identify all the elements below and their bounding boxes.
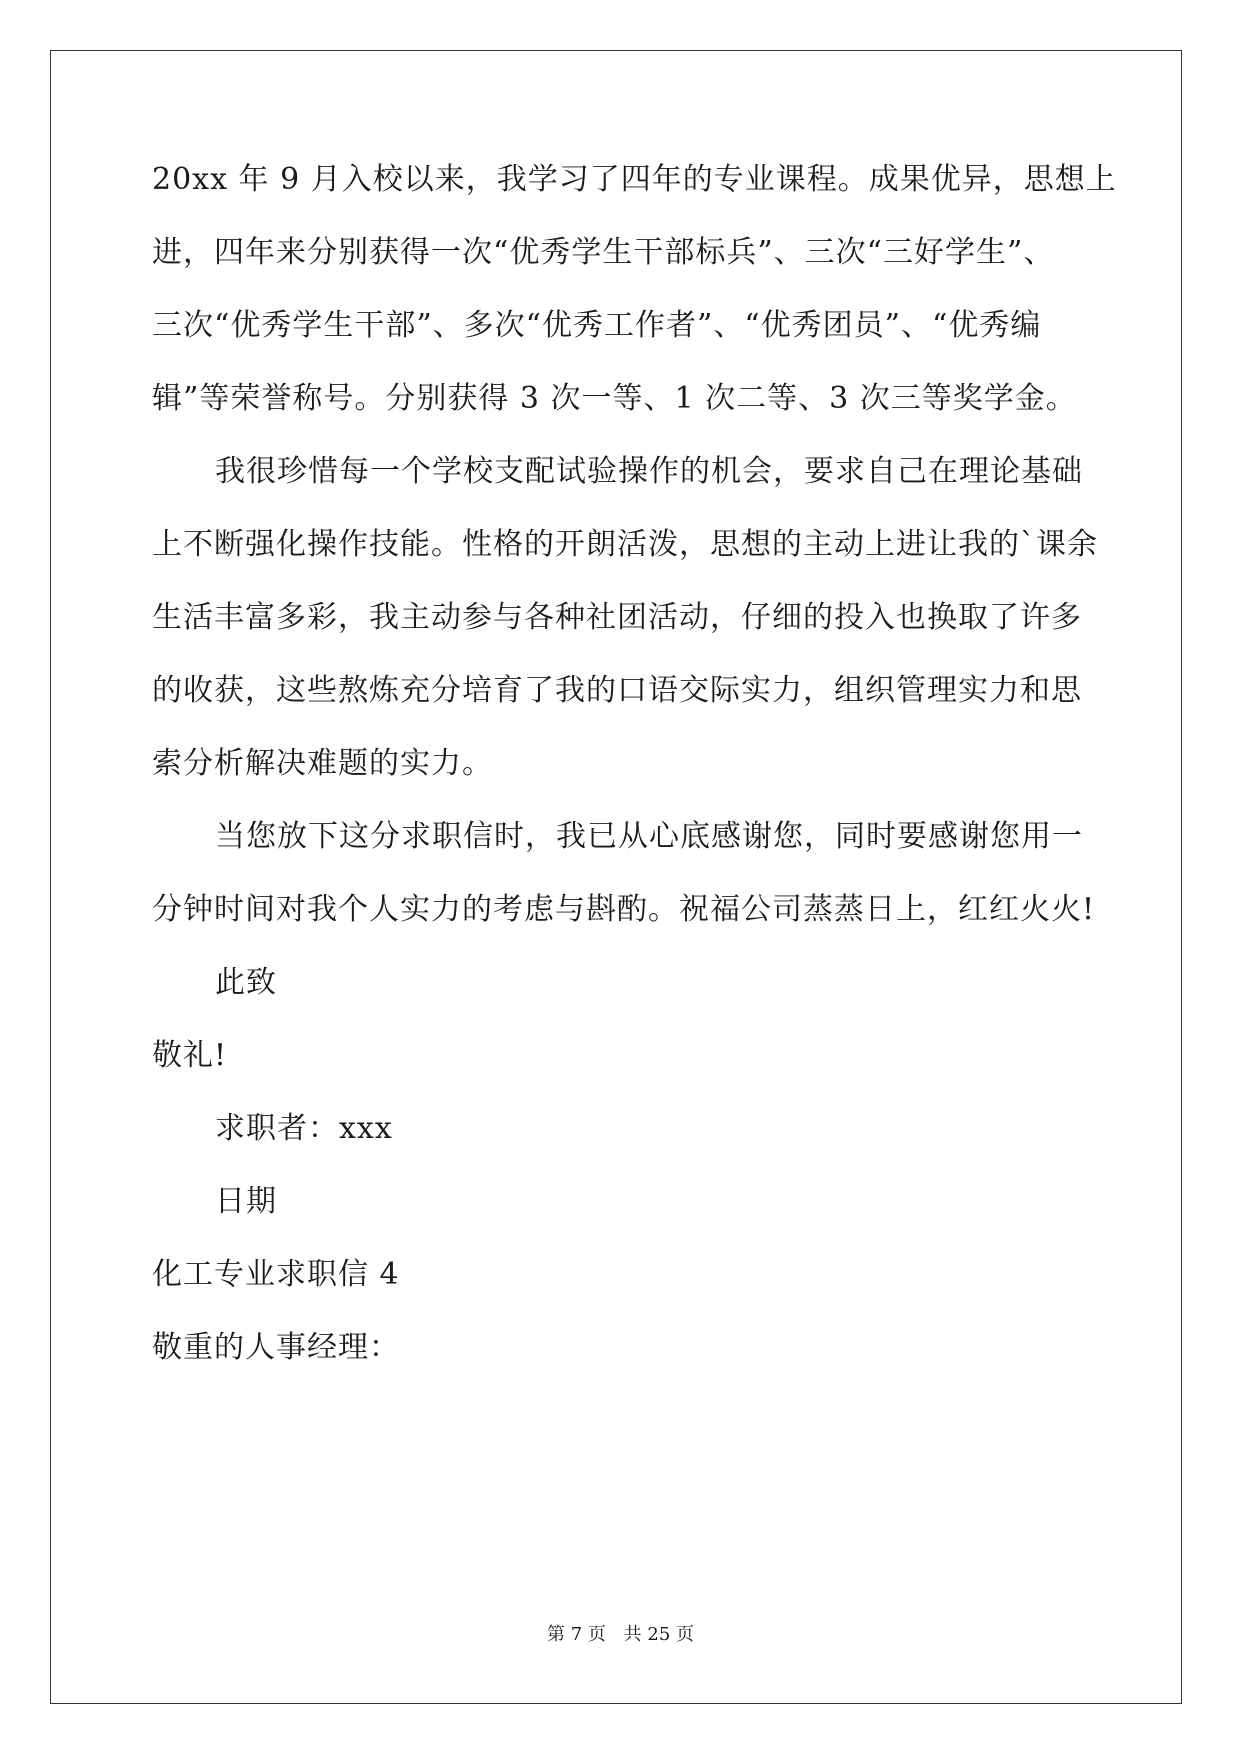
paragraph-1-line-2: 进，四年来分别获得一次“优秀学生干部标兵”、三次“三好学生”、	[152, 235, 1055, 270]
paragraph-2-line-4: 的收获，这些熬炼充分培育了我的口语交际实力，组织管理实力和思	[152, 673, 1082, 708]
paragraph-2-line-1: 我很珍惜每一个学校支配试验操作的机会，要求自己在理论基础	[215, 454, 1083, 489]
paragraph-3-line-1: 当您放下这分求职信时，我已从心底感谢您，同时要感谢您用一	[215, 819, 1083, 854]
date-line: 日期	[215, 1184, 277, 1219]
page-footer	[0, 1620, 1241, 1646]
salutation-text: 敬礼!	[152, 1038, 228, 1073]
paragraph-2-line-2: 上不断强化操作技能。性格的开朗活泼，思想的主动上进让我的`课余	[152, 527, 1098, 562]
page-total: 共 25 页	[623, 1624, 694, 1645]
paragraph-1-line-3: 三次“优秀学生干部”、多次“优秀工作者”、“优秀团员”、“优秀编	[152, 308, 1042, 343]
page-border	[50, 50, 1182, 1704]
signer-line: 求职者：xxx	[215, 1111, 393, 1146]
paragraph-1-line-1: 20xx 年 9 月入校以来，我学习了四年的专业课程。成果优异，思想上	[152, 162, 1117, 197]
closing-text: 此致	[215, 965, 277, 1000]
paragraph-1-line-4: 辑”等荣誉称号。分别获得 3 次一等、1 次二等、3 次三等奖学金。	[152, 381, 1077, 416]
page-number: 第 7 页	[547, 1624, 606, 1645]
paragraph-2-line-5: 索分析解决难题的实力。	[152, 746, 493, 781]
paragraph-3-line-2: 分钟时间对我个人实力的考虑与斟酌。祝福公司蒸蒸日上，红红火火!	[152, 892, 1096, 927]
next-letter-greeting: 敬重的人事经理：	[152, 1330, 400, 1365]
next-letter-title: 化工专业求职信 4	[152, 1257, 400, 1292]
paragraph-2-line-3: 生活丰富多彩，我主动参与各种社团活动，仔细的投入也换取了许多	[152, 600, 1082, 635]
